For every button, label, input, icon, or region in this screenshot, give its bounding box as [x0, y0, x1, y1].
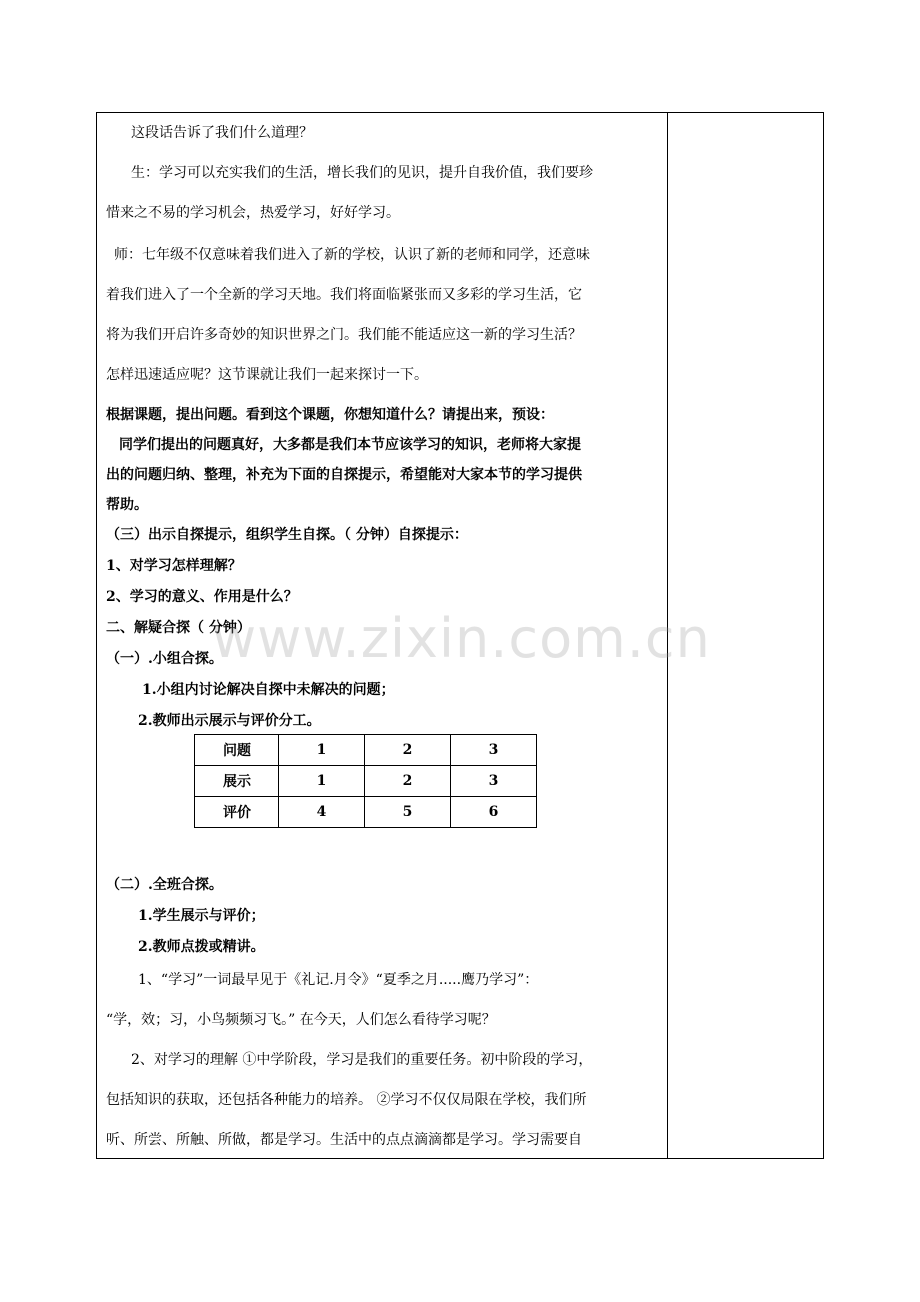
row-header-cell: 评价: [195, 797, 279, 828]
text-line-bold: （三）出示自探提示，组织学生自探。（ 分钟）自探提示：: [106, 527, 468, 543]
table-cell: 1: [279, 766, 365, 797]
text-line: “学，效；习，小鸟频频习飞。” 在今天，人们怎么看待学习呢？: [106, 1012, 496, 1028]
table-row: [195, 766, 537, 797]
text-line-bold: 1.学生展示与评价；: [138, 908, 265, 924]
text-line-bold: 根据课题，提出问题。看到这个课题，你想知道什么？请提出来，预设：: [106, 407, 554, 423]
table-cell: 5: [365, 797, 451, 828]
row-header-cell: 展示: [195, 766, 279, 797]
text-line: 师：七年级不仅意味着我们进入了新的学校，认识了新的老师和同学，还意味: [114, 247, 590, 263]
watermark-text: www.zixin.com.cn: [212, 607, 711, 670]
table-cell: 3: [451, 766, 537, 797]
text-line: 惜来之不易的学习机会，热爱学习，好好学习。: [106, 205, 400, 221]
table-cell: 2: [365, 735, 451, 766]
text-line-bold: 二、解疑合探（ 分钟）: [106, 620, 251, 636]
text-line: 怎样迅速适应呢？这节课就让我们一起来探讨一下。: [106, 367, 428, 383]
text-line-bold: 同学们提出的问题真好，大多都是我们本节应该学习的知识，老师将大家提: [119, 437, 581, 453]
text-line-bold: （一）.小组合探。: [106, 651, 223, 667]
text-line: 2、对学习的理解 ①中学阶段，学习是我们的重要任务。初中阶段的学习，: [131, 1052, 593, 1068]
text-line-bold: 2.教师出示展示与评价分工。: [138, 713, 321, 729]
text-line-bold: 帮助。: [106, 497, 148, 513]
division-table: [194, 734, 537, 828]
row-header-cell: 问题: [195, 735, 279, 766]
text-line: 1、“学习”一词最早见于《礼记.月令》“夏季之月.....鹰乃学习”：: [138, 972, 539, 988]
table-cell: 2: [365, 766, 451, 797]
text-line-bold: 出的问题归纳、整理，补充为下面的自探提示，希望能对大家本节的学习提供: [106, 467, 582, 483]
table-cell: 4: [279, 797, 365, 828]
text-line-bold: （二）.全班合探。: [106, 877, 223, 893]
table-cell: 1: [279, 735, 365, 766]
table-row: [195, 735, 537, 766]
text-line: 将为我们开启许多奇妙的知识世界之门。我们能不能适应这一新的学习生活？: [106, 327, 582, 343]
text-line: 包括知识的获取，还包括各种能力的培养。 ②学习不仅仅局限在学校，我们所: [106, 1092, 587, 1108]
text-line: 这段话告诉了我们什么道理？: [131, 125, 313, 141]
text-line-bold: 1.小组内讨论解决自探中未解决的问题；: [142, 682, 395, 698]
text-line-bold: 1、对学习怎样理解？: [106, 558, 242, 574]
text-line: 听、所尝、所触、所做，都是学习。生活中的点点滴滴都是学习。学习需要自: [106, 1132, 582, 1148]
text-line: 着我们进入了一个全新的学习天地。我们将面临紧张而又多彩的学习生活，它: [106, 287, 582, 303]
table-cell: 3: [451, 735, 537, 766]
text-line-bold: 2、学习的意义、作用是什么？: [106, 589, 298, 605]
table-row: [195, 797, 537, 828]
text-line: 生：学习可以充实我们的生活，增长我们的见识，提升自我价值，我们要珍: [131, 165, 593, 181]
text-line-bold: 2.教师点拨或精讲。: [138, 939, 265, 955]
table-cell: 6: [451, 797, 537, 828]
